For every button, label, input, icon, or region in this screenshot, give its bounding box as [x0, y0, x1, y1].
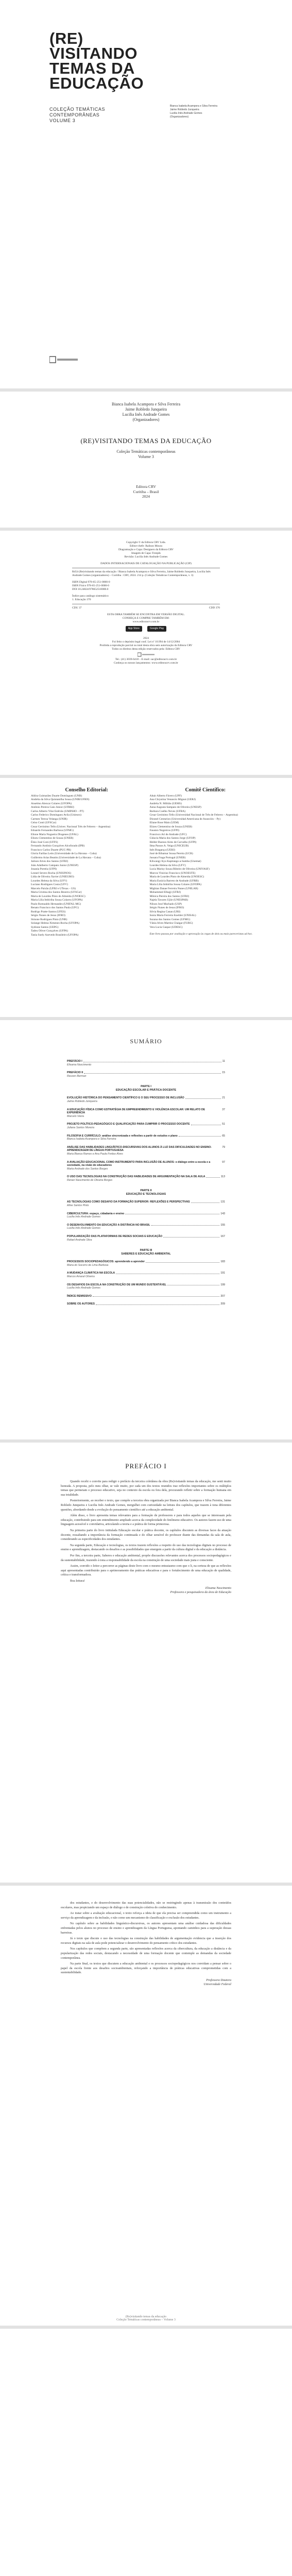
prefacio-paragraph: Assim, convido o leitor a percorrer as páginas deste livro com o mesmo entusiasmo com que o li, na certeza de que as reflexões aqui apresentadas contribuirão para o aprimoramento das práticas educativas e para o fortalecimento de uma educação de qualidade, crítica e transformadora.	[61, 1565, 231, 1577]
title-page-authors	[0, 402, 292, 422]
toc-author: Marcos Amaral Oliveira	[67, 1275, 95, 1278]
app-store-button[interactable]: App Store	[126, 626, 142, 632]
prefacio-paragraph: Já o texto que discute o uso das tecnologias na construção das habilidades de argumentação evidencia que a inserção dos recursos digitais na sala de aula pode potencializar o desenvolvimento do pensamento crítico dos estudantes.	[61, 1937, 231, 1945]
contact-site: Conheça os nossos lançamentos: www.editoracrv.com.br	[114, 662, 178, 665]
toc-entry[interactable]	[67, 1060, 225, 1066]
digital-note: ESTA OBRA TAMBÉM SE ENCONTRA EM VERSÃO DIGITAL.	[107, 613, 185, 616]
council-member: Cesar Gerónimo Tello (Univer. Nacional Três de Febrero – Argentina)	[31, 825, 111, 828]
council-member: Maria Lília Imbiriba Sousa Colares (UFOPA)	[149, 883, 201, 886]
crv-logo-icon	[138, 652, 155, 657]
council-member: Suzana dos Santos Gomes (UFMG)	[149, 918, 191, 921]
toc-title: PROJETO POLÍTICO-PEDAGÓGICO E QUALIFICAÇÃO PARA CUMPRIR O PROCESSO DOCENTE	[67, 1123, 190, 1126]
council-member: Carlos Federico Dominguez Avila (Unieuro)	[31, 814, 81, 817]
council-member: Sonia Maria Ferreira Koehler (UNISAL)	[149, 914, 196, 917]
council-member: Cesar Gerónimo Tello (Universidad Nacional de Três de Febrero – Argentina)	[149, 814, 238, 817]
toc-entry[interactable]	[67, 1071, 225, 1078]
council-member: Luciano Rodrigues Costa (UFV)	[31, 883, 68, 886]
signature-role: Professora e pesquisadora da área de Educação	[170, 1591, 231, 1595]
prefacio-title: PREFÁCIO I	[125, 1462, 167, 1470]
editorial-council	[31, 788, 143, 937]
image-line: Imagem de Capa: Freepik	[131, 552, 161, 555]
imprint-line: Editora CRV	[136, 484, 156, 489]
cip-label: DADOS INTERNACIONAIS DE CATALOGAÇÃO NA PUBLICAÇÃO (CIP)	[100, 562, 192, 565]
title-page	[0, 392, 292, 531]
council-member: Lourdes Helena da Silva (UFV)	[149, 863, 186, 867]
council-member: Jailson Alves dos Santos (UFRJ)	[31, 860, 68, 863]
council-member: Marcos Vinicius Francisco (UNOESTE)	[149, 871, 196, 875]
toc-author: Elisama Nascimento	[67, 1063, 92, 1066]
toc-author: Rafael Andrade Silva	[67, 1238, 92, 1242]
cover-title-line: EDUCAÇÃO	[49, 74, 144, 92]
prefacio-paragraph: Na primeira parte do livro intitulada Educação escolar e prática docente, os capítulos discutem as diversas faces da atuação docente, ressaltando a importância da formação continuada e do olhar sensível do professor diante das demandas da sala de aula, considerando as especificidades dos estudantes.	[61, 1529, 231, 1541]
part-heading	[67, 1189, 225, 1196]
page-footer	[0, 2315, 292, 2321]
copyright-page	[0, 531, 292, 778]
imprint-line: 2024	[142, 494, 150, 499]
signature-name: Elisama Nascimento	[205, 1587, 231, 1590]
toc-page: 131	[220, 1200, 225, 1204]
council-member: Josania Portela (UFPI)	[31, 868, 57, 871]
toc-entry[interactable]	[67, 1302, 225, 1306]
design-line: Diagramação e Capa: Designers da Editora CRV	[118, 548, 174, 551]
toc-page: 97	[222, 1160, 225, 1164]
toc-title: PREFÁCIO I	[67, 1060, 82, 1063]
toc-entry[interactable]	[67, 1212, 225, 1219]
rights-reproduction: Proibida a reprodução parcial ou total desta obra sem autorização da Editora CRV	[99, 644, 193, 647]
toc-title: O USO DAS TECNOLOGIAS NA CONSTRUÇÃO DAS HABILIDADES DE ARGUMENTAÇÃO NA SALA DE AULA	[67, 1175, 205, 1179]
council-member: Solange Helena Ximenes-Rocha (UFOPA)	[31, 922, 80, 925]
toc-author: Marcelo Vieira	[67, 1114, 84, 1118]
signature-role: Universidade Federal	[203, 1982, 231, 1986]
cover-page	[0, 0, 292, 392]
collection-line: Volume 3	[138, 454, 154, 459]
part-number: PARTE I	[141, 1085, 151, 1089]
council-member: Simone Rodrigues Pinto (UNB)	[31, 918, 67, 921]
toc-page: 51	[222, 1123, 225, 1126]
toc-entry[interactable]	[67, 1096, 225, 1103]
toc-page: 155	[220, 1223, 225, 1227]
toc-title: EVOLUÇÃO HISTÓRICA DO PENSAMENTO CIENTÍFICO E O SEU PROCESSO DE INCLUSÃO	[67, 1096, 184, 1100]
council-member: Andréia da Silva Quintanilha Sousa (UNIR/UFRN)	[31, 798, 90, 801]
part-title: SABERES E EDUCAÇÃO AMBIENTAL	[121, 1252, 171, 1256]
council-member: Maria Lília Imbiriba Sousa Colares (UFOPA)	[31, 899, 83, 902]
prefacio-paragraph: Nos capítulos que compõem a segunda parte, são apresentadas reflexões acerca da cibercultura, da educação a distância e da popularização das redes sociais, destacando a necessidade de uma formação docente que contemple as demandas da sociedade contemporânea.	[61, 1947, 231, 1960]
toc-author: Marta Andrade dos Santos Borges	[67, 1167, 108, 1171]
council-member: Eliane Rose Maio (UEM)	[149, 821, 179, 824]
toc-page: 21	[222, 1096, 225, 1100]
book-collection	[0, 449, 292, 460]
scientific-committee	[150, 788, 262, 937]
toc-author: Bianca Isabela Acampora e Silva Ferreira	[67, 1138, 116, 1141]
prefacio-paragraph: Na segunda parte, Educação e tecnologias, os textos trazem reflexões a respeito do uso das tecnologias digitais no processo de ensino e aprendizagem, destacando os desafios e as possibilidades que emergem a partir da cultura digital e da educação a distância.	[61, 1544, 231, 1552]
cdd: CDD 370	[209, 606, 220, 609]
toc-author: Lucilia Inês Andrade Gomes	[67, 1227, 100, 1230]
council-member: Barbara Coelho Neves (UFBA)	[149, 809, 185, 813]
toc-title: CIBERCULTURA: espaço, cidadania e ensino	[67, 1212, 125, 1215]
collection-line: CONTEMPORÂNEAS	[49, 112, 100, 117]
council-member: Gloria Fariñas León (Universidade de La Havana – Cuba)	[31, 852, 97, 855]
council-member: Gláucia Maria dos Santos Jorge (UFOP)	[149, 837, 196, 840]
cover-collection	[49, 107, 168, 124]
toc-title: SOBRE OS AUTORES	[67, 1302, 95, 1306]
council-member: Maria Cristina dos Santos Bezerra (UFSCar)	[31, 891, 82, 894]
toc-title: A EDUCAÇÃO FÍSICA COMO ESTRATÉGIA DE EMPREENDIMENTO E VIOLÊNCIA ESCOLAR: UM RELATO DE EXPERIÊNCIA	[67, 1108, 205, 1115]
council-member: Jussara Fraga Portugal (UNEB)	[149, 856, 186, 859]
council-member: Paulo Romualdo Hernandes (UNIFAL-MG)	[31, 902, 81, 906]
isbn-fisico: ISBN Físico 978-65-251-0000-0	[72, 584, 109, 587]
council-member: Guillermo Arias Beatón (Universidade de La Havana – Cuba)	[31, 856, 101, 859]
toc-page: 113	[220, 1175, 225, 1179]
toc-entry[interactable]	[67, 1295, 225, 1298]
council-member: Elizeu Clementino de Souza (UNEB)	[149, 825, 192, 828]
council-member: Sérgio Nunes de Jesus (IFRO)	[149, 906, 184, 909]
toc-entry[interactable]	[67, 1224, 225, 1230]
council-member: Leonel Severo Rocha (UNISINOS)	[31, 871, 72, 875]
part-number: PARTE III	[140, 1249, 152, 1252]
toc-page: 11	[222, 1060, 225, 1063]
part-number: PARTE II	[140, 1189, 152, 1193]
council-member: Andréia N. Militão (UEMS)	[149, 802, 182, 805]
author: Lucilia Inês Andrade Gomes	[170, 112, 202, 115]
council-member: Eduardo Fernandes Barbosa (UFMG)	[31, 829, 74, 832]
council-member: Francisco Ari de Andrade (UFC)	[149, 833, 187, 836]
prefacio-paragraph: Além disso, o livro apresenta temas relevantes para a formação de professores e para todos aqueles que se interessam pela educação, contribuindo para um entendimento ampliado acerca da complexidade do fenômeno educativo. Os autores fazem uso de uma linguagem acessível e convidativa, articulando a teoria e a prática de forma primorosa.	[61, 1514, 231, 1527]
index-entry: 1. Educação 370	[72, 598, 91, 601]
toc-page: 199	[220, 1283, 225, 1286]
council-member: Najela Tavares Ujiie (UNESPAR)	[149, 899, 188, 902]
council-member: Lourdes Helena da Silva (UFV)	[31, 879, 67, 883]
toc-title: AS TECNOLOGIAS COMO DESAFIO DA FORMAÇÃO SUPERIOR: REFLEXÕES E PERSPECTIVAS	[67, 1200, 190, 1204]
copyright-line: Copyright © da Editora CRV Ltda.	[126, 541, 166, 544]
council-member: Mônica Pereira dos Santos (UFRJ)	[149, 894, 190, 898]
toc-author: Jaime Robledo Junqueira	[67, 1099, 97, 1103]
imprint	[0, 484, 292, 499]
author: Lucilia Inês Andrade Gomes	[122, 412, 170, 417]
toc-page: 191	[220, 1272, 225, 1275]
toc-entry[interactable]	[67, 1123, 225, 1129]
toc-page: 37	[222, 1108, 225, 1111]
council-member: Antônio Pereira Gaio Júnior (UFRRJ)	[31, 806, 74, 809]
isbn: ISBN Digital 978-65-251-0000-0	[72, 581, 110, 584]
council-member: Anselmo Alencar Colares (UFOPA)	[31, 802, 72, 805]
part-title: EDUCAÇÃO E TECNOLOGIAS	[126, 1193, 166, 1196]
toc-entry[interactable]	[67, 1283, 225, 1290]
council-member: Anna Augusta Sampaio de Oliveira (UNESP)	[149, 806, 201, 809]
part-heading	[67, 1249, 225, 1256]
council-member: Inês Bragança (UERJ)	[149, 848, 175, 852]
cover-authors	[170, 105, 252, 119]
author: (Organizadores)	[170, 115, 189, 118]
toc-page: 209	[220, 1302, 225, 1306]
toc-title: PREFÁCIO II	[67, 1071, 83, 1075]
google-play-button[interactable]: Google Play	[147, 626, 166, 632]
toc-author: Renan Nascimento de Oliveira Borges	[67, 1178, 113, 1182]
council-member: Tania Suely Azevedo Brasileiro (UFOPA)	[31, 933, 79, 937]
author: Bianca Isabela Acampora e Silva Ferreira	[170, 105, 217, 108]
council-member: Tadeu Oliver Gonçalves (UFPA)	[31, 929, 68, 933]
author: Jaime Robledo Junqueira	[125, 407, 167, 412]
council-member: Ilma Passos A. Veiga (UNICEUB)	[149, 844, 189, 848]
book-title: (RE)VISITANDO TEMAS DA EDUCAÇÃO	[80, 437, 212, 445]
review-line: Revisão: Lucilia Inês Andrade Gomes	[124, 555, 168, 558]
rights-reserved: Todos os direitos desta edição reservados pela: Editora CRV	[112, 648, 180, 651]
toc-author: Lucilia Inês Andrade Gomes	[67, 1215, 100, 1219]
cover-title-line: TEMAS DA	[49, 59, 135, 77]
council-member: Míghian Danae Ferreira Nunes (UNILAB)	[149, 887, 198, 890]
toc-entry[interactable]	[67, 1200, 225, 1207]
index-title: Índice para catálogo sistemático	[72, 595, 109, 598]
toc-page: 167	[220, 1235, 225, 1239]
sumario-page	[0, 1020, 292, 1443]
council-member: Maria Eurácia Barreto de Andrade (UFRB)	[149, 879, 199, 883]
council-page	[0, 778, 292, 1020]
toc-entry[interactable]	[67, 1175, 225, 1182]
sumario-title: SUMÁRIO	[130, 1038, 162, 1045]
toc-title: OS DESAFIOS DA ESCOLA NA CONSTRUÇÃO DE UM MUNDO SUSTENTÁVEL	[67, 1283, 167, 1286]
council-member: Francisco Carlos Duarte (PUC-PR)	[31, 848, 71, 852]
footer-line: Coleção Temáticas contemporâneas – Volume 3	[116, 2318, 176, 2321]
prefacio-paragraph: Posteriormente, ao receber o texto, que compõe a terceira obra organizada por Bianca Isabela Acampora e Silva Ferreira, Jaime Robledo Junqueira e Lucilia Inês Andrade Gomes, mergulhei com curiosidade na leitura dos capítulos, que trazem à tona diferentes questões, abordando desde a evolução do pensamento científico até a educação ambiental.	[61, 1499, 231, 1512]
toc-page: 207	[220, 1294, 225, 1298]
toc-entry[interactable]	[67, 1161, 225, 1171]
prefacio-paragraph: dos estudantes, e do desenvolvimento das suas potencialidades, não se restringindo apenas à transmissão dos conteúdos escolares, mas propiciando um espaço de diálogo e de construção coletiva do conhecimento.	[61, 1902, 231, 1909]
scientific-committee-title: Comitê Científico:	[185, 787, 226, 793]
toc-author: Lucilia Inês Andrade Gomes	[67, 1286, 100, 1290]
prefacio-continued-page	[0, 1886, 292, 2329]
store-badges	[72, 626, 220, 632]
toc-author: Juliana Santos Moreira	[67, 1126, 95, 1129]
collection-line: Coleção Temáticas contemporâneas	[116, 449, 176, 454]
contact-phone: Tel.: (41) 3039-6418 – E-mail: sac@editoracrv.com.br	[115, 658, 177, 661]
cover-title-line: (RE)	[49, 29, 83, 47]
review-note: Este livro passou por avaliação e aprovação às cegas de dois ou mais pareceristas ad hoc.	[149, 933, 253, 936]
prefacio-paragraph: No capítulo sobre as habilidades linguístico-discursivas, os autores apresentam uma análise cuidadosa das dificuldades enfrentadas pelos alunos no processo de ensino e aprendizagem da Língua Portuguesa, apontando caminhos para a superação dessas barreiras.	[61, 1922, 231, 1935]
prefacio-paragraph: Quando recebi o convite para redigir o prefácio da terceira coletânea da obra (Re)visitando temas da educação, me senti muito honrada. A proposta, pelo meu olhar, se vale muito, por cada um dos textos reunidos traz reflexões importantes sobre os múltiplos temas que permeiam o processo educativo, seja no contexto da escola ou fora dela, procurando refletir sobre a formação humana em sua totalidade.	[61, 1480, 231, 1497]
council-member: José de Ribamar Sousa Pereira (UCB)	[149, 852, 193, 855]
author: Bianca Isabela Acampora e Silva Ferreira	[111, 402, 181, 406]
council-member: Maria de Lourdes Pinto de Almeida (UNOESC)	[149, 875, 204, 878]
council-member: Elione Maria Nogueira Diogenes (UFAL)	[31, 833, 78, 836]
page-signature	[61, 1978, 231, 1987]
cdu: CDU 37	[72, 606, 82, 609]
prefacio-paragraph: Na parte final, os textos que discutem a educação ambiental e os processos sociopedagógicos nos convidam a pensar sobre o papel da escola frente aos desafios socioambientais, reforçando a importância de práticas educativas comprometidas com a sustentabilidade.	[61, 1962, 231, 1975]
council-member: Vânia Alves Martins Chaigar (FURG)	[149, 922, 193, 925]
signature-name: Professora Doutora	[206, 1978, 231, 1982]
toc-page: 79	[222, 1145, 225, 1149]
toc-author: Maria do Socorro de Lima Barbosa	[67, 1263, 109, 1267]
council-member: Carlos Alberto Vilar Estêvão (UMINHO – PT)	[31, 809, 84, 813]
toc-page: 183	[220, 1260, 225, 1264]
toc-entry[interactable]	[67, 1108, 225, 1118]
rights-year: 2024	[143, 637, 149, 640]
footer-line: (Re)visitando temas da educação	[125, 2315, 167, 2318]
toc-title: A MUDANÇA CLIMÁTICA NA ESCOLA	[67, 1272, 115, 1275]
crv-logo-icon	[49, 355, 80, 364]
prefacio-page	[0, 1443, 292, 1886]
council-member: Elizeu Clementino de Souza (UNEB)	[31, 837, 74, 840]
doi: DOI 10.24824/978652510000.0	[72, 588, 109, 591]
toc-author: Reuven Berman	[67, 1074, 87, 1078]
volume-line: VOLUME 3	[49, 118, 76, 123]
imprint-line: Curitiba – Brasil	[133, 489, 159, 494]
prefacio-paragraph: Ao tratar sobre a avaliação educacional, o texto reforça a ideia de que ela precisa ser compreendida como um instrumento a serviço da aprendizagem e da inclusão, e não como um mecanismo de classificação e exclusão dos estudantes.	[61, 1912, 231, 1920]
part-heading	[67, 1085, 225, 1092]
editor-line: Editor-chefe: Railson Moura	[129, 545, 163, 548]
author: Jaime Robledo Junqueira	[170, 108, 199, 111]
council-member: Rodrigo Pratte-Santos (UFES)	[31, 910, 66, 913]
toc-title: O DESENVOLVIMENTO DA EDUCAÇÃO A DISTÂNCIA NO BRASIL	[67, 1223, 150, 1227]
council-member: Mohammed Elhajji (UFRJ)	[149, 891, 181, 894]
toc-page: 15	[222, 1071, 225, 1075]
toc-author: Aline Santos Pinto	[67, 1204, 89, 1208]
council-member: Nilson José Machado (USP)	[149, 902, 182, 906]
toc-entry[interactable]	[67, 1235, 225, 1242]
toc-page: 143	[220, 1212, 225, 1215]
council-member: Renato Francisco dos Santos Paula (UFG)	[31, 906, 79, 909]
toc-title: POPULARIZAÇÃO DAS PLATAFORMAS DE REDES SOCIAIS E EDUCAÇÃO	[67, 1235, 163, 1239]
toc-page: 65	[222, 1134, 225, 1138]
council-member: Diosnel Centurion (Universidad Americana de Asunción – Py)	[149, 817, 221, 821]
rights-legal: Foi feito o depósito legal conf. Lei nº 10.994 de 14/12/2004	[112, 640, 180, 643]
council-member: Sydione Santos (UEPG)	[31, 925, 59, 929]
toc-entry[interactable]	[67, 1146, 225, 1156]
toc-title: ÍNDICE REMISSIVO	[67, 1294, 92, 1298]
council-member: Kilwangy Kya Kapitango-a-Samba (Unemat)	[149, 860, 201, 863]
council-member: Ana Chrystina Venancio Mignot (UERJ)	[149, 798, 196, 801]
toc-title: FILOSOFIA E CURRÍCULO: análise sincronizada e reflexões a partir de estudos e plano	[67, 1134, 178, 1138]
council-member: Aldira Guimarães Duarte Domínguez (UNB)	[31, 794, 82, 798]
council-member: João Adalberto Campato Junior (UNESP)	[31, 863, 78, 867]
council-member: Sérgio Nunes de Jesus (IFRO)	[31, 914, 65, 917]
prefacio-paragraph: Por fim, a terceira parte, Saberes e educação ambiental, propõe discussões relevantes acerca dos processos sociopedagógicos e da sustentabilidade, trazendo à tona a responsabilidade da escola na construção de uma sociedade mais justa e consciente.	[61, 1554, 231, 1562]
catalog-text: R454 (Re)visitando temas da educação / Bianca Isabela Acampora e Silva Ferreira, Jaime Robledo Junqueira, Lucilia Inês Andrade Gomes (organizadores) – Curitiba : CRV, 2024. 214 p. (Coleção Temáticas Contemporâneas, v. 3)	[72, 570, 211, 577]
toc-entry[interactable]	[67, 1260, 225, 1267]
site-link[interactable]: www.editoracrv.com.br	[132, 620, 160, 623]
cover-title	[49, 31, 168, 91]
council-member: Fauston Negreiros (UFPI)	[149, 829, 179, 832]
council-member: Carmen Tereza Velanga (UNIR)	[31, 817, 67, 821]
toc-title: A AVALIAÇÃO EDUCACIONAL COMO INSTRUMENTO PARA INCLUSÃO DE ALUNOS: o diálogo entre a escola e a sociedade, na visão de educadores	[67, 1160, 211, 1167]
collection-line: COLEÇÃO TEMÁTICAS	[49, 107, 106, 112]
digital-note-2: CONHEÇA E COMPRE TAMBÉM EM:	[122, 617, 170, 620]
toc-title: PROCESSOS SOCIOPEDAGÓGICOS: aprendendo a aprender	[67, 1260, 145, 1264]
editorial-council-title: Conselho Editorial:	[65, 787, 109, 793]
council-member: Celso Conti (UFSCar)	[31, 821, 57, 824]
toc-entry[interactable]	[67, 1134, 225, 1141]
prefacio-signature	[61, 1586, 231, 1595]
council-member: Vera Lucia Gaspar (UDESC)	[149, 925, 183, 929]
toc-entry[interactable]	[67, 1272, 225, 1278]
council-member: Élsio José Corá (UFFS)	[31, 840, 58, 844]
council-member: Fernando Antônio Gonçalves Alcoforado (IPB)	[31, 844, 85, 848]
part-title: EDUCAÇÃO ESCOLAR E PRÁTICA DOCENTE	[115, 1089, 177, 1092]
cover-title-line: VISITANDO	[49, 44, 138, 62]
council-member: Altair Alberto Fávero (UPF)	[149, 794, 182, 798]
council-member: Helder Buenos Aires de Carvalho (UFPI)	[149, 840, 197, 844]
council-member: Silvia Regina Canan (URI)	[149, 910, 181, 913]
council-member: Lucia Marisy Souza Ribeiro de Oliveira (UNIVASF)	[149, 868, 210, 871]
council-member: Marcelo Paixão (UFRJ e UTexas – US)	[31, 887, 76, 890]
toc-author: Maria Bianca Ramos e Ana Paula Freitas Alves	[67, 1152, 123, 1156]
cip-refs	[72, 606, 220, 610]
author: (Organizadores)	[132, 417, 160, 422]
prefacio-paragraph: Boa leitura!	[70, 1579, 85, 1583]
council-member: Lídia de Oliveira Xavier (UNIEURO)	[31, 875, 74, 878]
toc-title: ANÁLISE DAS HABILIDADES LINGUÍSTICO-DISCURSIVAS DOS ALUNOS À LUZ DAS DIFICULDADES NO ENSINO-APRENDIZAGEM DE LÍNGUA PORTUGUESA	[67, 1145, 212, 1153]
council-member: Maria de Lourdes Pinto de Almeida (UNOESC)	[31, 894, 85, 898]
